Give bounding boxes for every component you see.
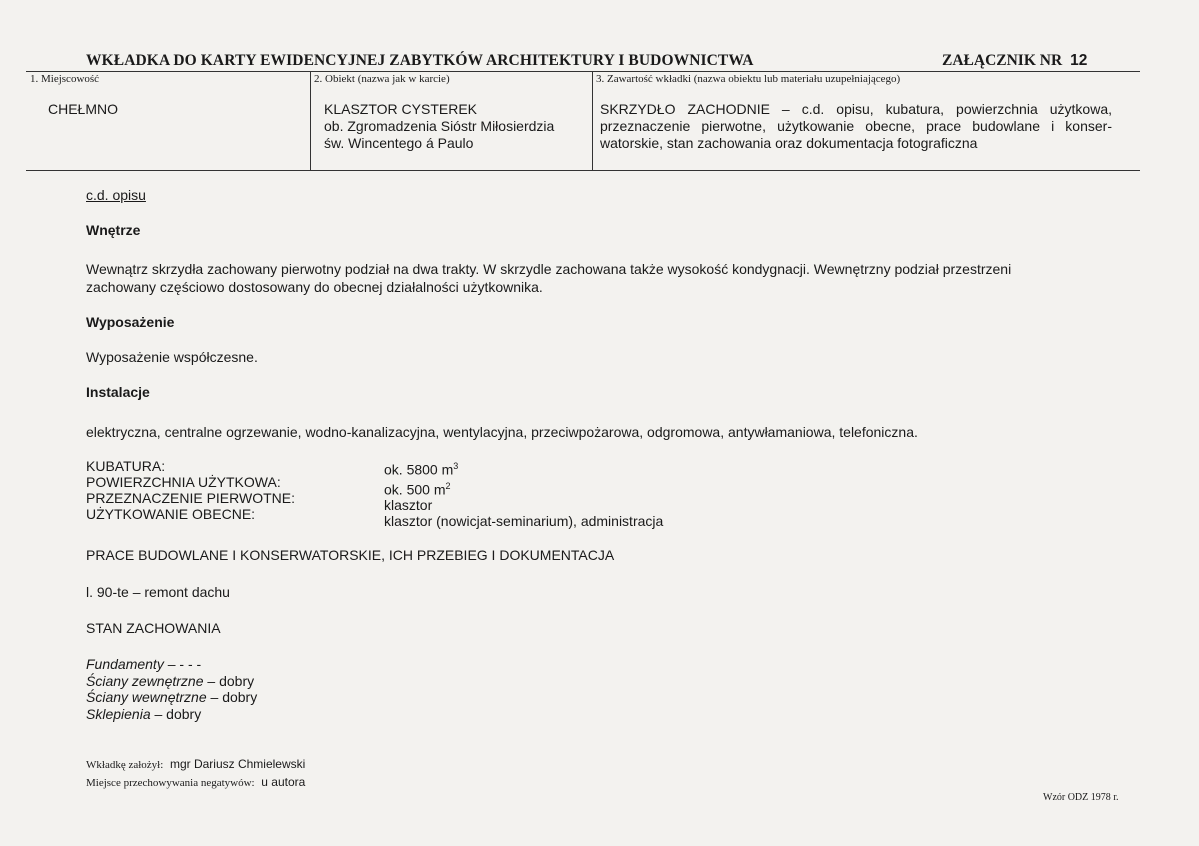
condition-rating: – dobry bbox=[206, 689, 258, 705]
facts-values bbox=[384, 458, 663, 529]
location-label: 1. Miejscowość bbox=[30, 73, 100, 85]
condition-list bbox=[86, 656, 257, 722]
object-line: ob. Zgromadzenia Sióstr Miłosierdzia bbox=[324, 118, 555, 134]
facts-labels bbox=[86, 458, 295, 522]
object-value bbox=[324, 101, 554, 152]
table-bottom-divider bbox=[26, 170, 1140, 171]
condition-item bbox=[86, 673, 257, 690]
contents-value bbox=[600, 101, 1112, 152]
condition-element: Fundamenty bbox=[86, 656, 164, 672]
fact-value bbox=[384, 458, 663, 478]
document-title: WKŁADKA DO KARTY EWIDENCYJNEJ ZABYTKÓW ARCHITEKTURY I BUDOWNICTWA bbox=[86, 52, 754, 69]
equipment-text: Wyposażenie współczesne. bbox=[86, 349, 258, 365]
contents-line: SKRZYDŁO ZACHODNIE – c.d. opisu, kubatura, powierzchnia użytkowa, bbox=[600, 101, 1112, 117]
condition-rating: – dobry bbox=[150, 705, 202, 722]
fact-unit-exponent: 3 bbox=[453, 461, 459, 471]
fact-label: POWIERZCHNIA UŻYTKOWA: bbox=[86, 474, 281, 490]
interior-text-1: Wewnątrz skrzydła zachowany pierwotny podział na dwa trakty. W skrzydle zachowana także wysokość kondygnacji. Wewnętrzny podział przestrzeni bbox=[86, 261, 1012, 277]
works-heading: PRACE BUDOWLANE I KONSERWATORSKIE, ICH PRZEBIEG I DOKUMENTACJA bbox=[86, 547, 615, 563]
equipment-heading: Wyposażenie bbox=[86, 314, 175, 330]
location-text: CHEŁMNO bbox=[48, 101, 119, 117]
annex-value: 12 bbox=[1070, 52, 1088, 69]
condition-element: Ściany wewnętrzne bbox=[86, 689, 207, 705]
negatives-location: u autora bbox=[261, 775, 306, 789]
works-text: l. 90-te – remont dachu bbox=[86, 584, 230, 600]
condition-item bbox=[86, 706, 257, 723]
object-label: 2. Obiekt (nazwa jak w karcie) bbox=[314, 73, 450, 85]
object-line: św. Wincentego á Paulo bbox=[324, 135, 474, 151]
condition-rating: – - - - bbox=[163, 656, 202, 672]
object-line: KLASZTOR CYSTEREK bbox=[324, 101, 478, 117]
form-pattern: Wzór ODZ 1978 r. bbox=[1043, 792, 1119, 803]
interior-text-2: zachowany częściowo dostosowany do obecnej działalności użytkownika. bbox=[86, 279, 543, 295]
fact-label: KUBATURA: bbox=[86, 458, 166, 474]
installations-text: elektryczna, centralne ogrzewanie, wodno-kanalizacyjna, wentylacyjna, przeciwpożarowa, odgromowa, antywłamaniowa, telefoniczna. bbox=[86, 424, 918, 440]
condition-item bbox=[86, 656, 257, 673]
column-divider bbox=[592, 71, 593, 170]
contents-line: watorskie, stan zachowania oraz dokumentacja fotograficzna bbox=[600, 135, 978, 151]
condition-rating: – dobry bbox=[203, 672, 255, 689]
annex-number bbox=[942, 52, 1087, 70]
fact-label: PRZEZNACZENIE PIERWOTNE: bbox=[86, 490, 295, 506]
author-line bbox=[86, 757, 305, 771]
condition-heading: STAN ZACHOWANIA bbox=[86, 620, 221, 636]
fact-value: klasztor bbox=[384, 497, 433, 514]
author-label: Wkładkę założył: bbox=[86, 759, 164, 771]
contents-label: 3. Zawartość wkładki (nazwa obiektu lub materiału uzupełniającego) bbox=[596, 73, 901, 85]
column-divider bbox=[310, 71, 311, 170]
negatives-label: Miejsce przechowywania negatywów: bbox=[86, 777, 255, 789]
continuation-heading: c.d. opisu bbox=[86, 187, 146, 203]
annex-label: ZAŁĄCZNIK NR bbox=[942, 52, 1063, 69]
condition-element: Sklepienia bbox=[86, 705, 151, 722]
fact-unit-exponent: 2 bbox=[445, 480, 451, 491]
condition-item bbox=[86, 689, 257, 706]
negatives-line bbox=[86, 775, 305, 789]
fact-value bbox=[384, 478, 663, 498]
fact-value-text: ok. 5800 m bbox=[384, 461, 454, 478]
fact-value: klasztor (nowicjat-seminarium), administracja bbox=[384, 513, 664, 530]
fact-value-text: ok. 500 m bbox=[384, 481, 446, 498]
header-divider bbox=[26, 71, 1140, 72]
fact-label: UŻYTKOWANIE OBECNE: bbox=[86, 506, 256, 522]
author-name: mgr Dariusz Chmielewski bbox=[169, 757, 306, 771]
contents-line: przeznaczenie pierwotne, użytkowanie obecne, prace budowlane i konser- bbox=[600, 118, 1112, 134]
condition-element: Ściany zewnętrzne bbox=[86, 672, 204, 689]
location-value bbox=[48, 101, 118, 118]
installations-heading: Instalacje bbox=[86, 384, 150, 400]
interior-heading: Wnętrze bbox=[86, 222, 141, 238]
